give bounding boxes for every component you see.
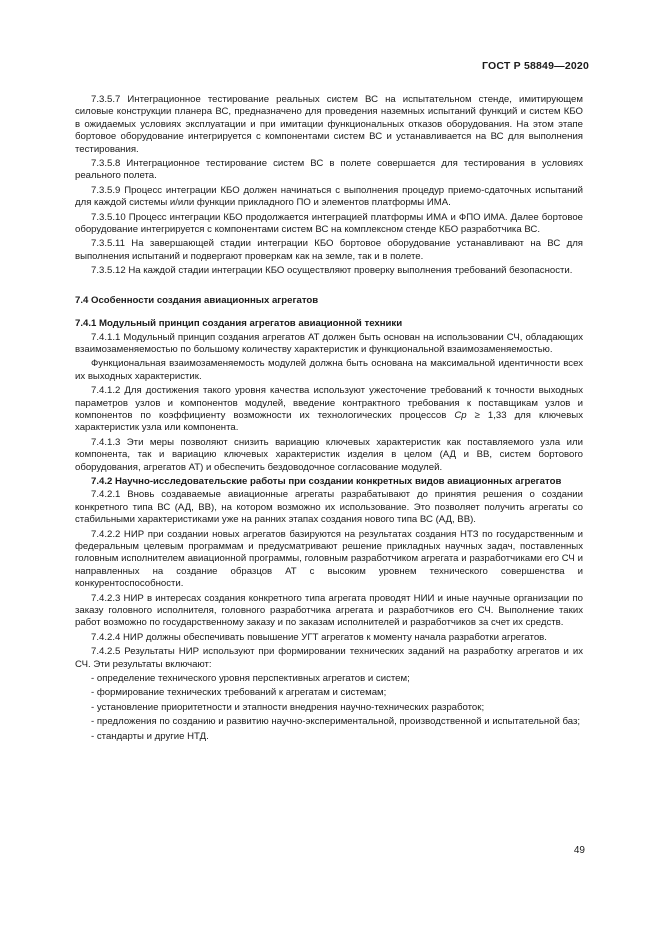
paragraph-7-3-5-7: 7.3.5.7 Интеграционное тестирование реальных систем ВС на испытательном стенде, имитирующем силовые конструкции планера ВС, предназначено для проведения наземных испытаний функций и систем КБО в ожидаемых условиях эксплуатации и при имитации функциональных отказов оборудования. На этом этапе бортовое оборудование интегрируется с компонентами систем ВС и устанавливается на ВС для выполнения тестирования. xyxy=(75,94,583,155)
paragraph-7-3-5-12: 7.3.5.12 На каждой стадии интеграции КБО осуществляют проверку выполнения требований безопасности. xyxy=(91,265,573,277)
paragraph-7-4-1-2-part-b: ≥ 1,33 для ключевых характеристик узла или компонента. xyxy=(75,409,583,434)
paragraph-7-3-5-9: 7.3.5.9 Процесс интеграции КБО должен начинаться с выполнения процедур приемо-сдаточных испытаний для каждой системы и/или функции прикладного ПО и элементов платформы ИМА. xyxy=(75,184,583,209)
document-body xyxy=(75,94,583,745)
document-id: ГОСТ Р 58849—2020 xyxy=(481,60,589,72)
list-item: - определение технического уровня перспективных агрегатов и систем; xyxy=(91,673,410,685)
section-heading-7-4: 7.4 Особенности создания авиационных агрегатов xyxy=(75,294,319,306)
paragraph-7-4-2-3: 7.4.2.3 НИР в интересах создания конкретного типа агрегата проводят НИИ и иные научные организации по заказу головного исполнителя, головного разработчика агрегата и разработчиков его СЧ. Выполнение таких работ возможно по государственному заказу и по заказам исполнителей и разработчиков за счет их средств. xyxy=(75,592,583,629)
paragraph-7-3-5-8: 7.3.5.8 Интеграционное тестирование систем ВС в полете совершается для тестирования в условиях реального полета. xyxy=(75,158,583,182)
paragraph-7-4-2-5: 7.4.2.5 Результаты НИР используют при формировании технических заданий на разработку агрегатов и их СЧ. Эти результаты включают: xyxy=(75,646,583,670)
page-number: 49 xyxy=(573,845,585,856)
paragraph-7-3-5-11: 7.3.5.11 На завершающей стадии интеграции КБО бортовое оборудование устанавливают на ВС для выполнения испытаний и подвергают проверкам как на земле, так и в полете. xyxy=(75,238,583,262)
list-item: - предложения по созданию и развитию научно-экспериментальной, производственной и испытательной баз; xyxy=(91,716,581,728)
paragraph-7-4-1-3: 7.4.1.3 Эти меры позволяют снизить вариацию ключевых характеристик как поставляемого узла или компонента, так и вариацию ключевых характеристик изделия в целом (АД и ВВ, систем бортового оборудования, агрегатов АТ) и обеспечить бездоводочное согласование модулей. xyxy=(75,436,583,473)
paragraph-7-4-1-1: 7.4.1.1 Модульный принцип создания агрегатов АТ должен быть основан на использовании СЧ, обладающих взаимозаменяемостью по большому количеству характеристик и функциональной взаимозаменяемостью. xyxy=(75,331,583,355)
paragraph-7-4-1-2-part-a: 7.4.1.2 Для достижения такого уровня качества используют ужесточение требований к точности выходных параметров узлов и компонентов модулей, введение контрактного требования к поставщикам узлов и компонентов по коэффициенту возможности их технологических процессов xyxy=(75,385,583,421)
list-item: - стандарты и другие НТД. xyxy=(91,730,209,742)
paragraph-7-3-5-10: 7.3.5.10 Процесс интеграции КБО продолжается интеграцией платформы ИМА и ФПО ИМА. Далее бортовое оборудование интегрируется с компонентами систем ВС на комплексном стенде КБО разработчика ВС. xyxy=(75,211,583,236)
subsection-heading-7-4-1: 7.4.1 Модульный принцип создания агрегатов авиационной техники xyxy=(75,318,403,330)
paragraph-7-4-1-2 xyxy=(75,385,583,435)
paragraph-7-4-2-2: 7.4.2.2 НИР при создании новых агрегатов базируются на результатах создания НТЗ по государственным и федеральным целевым программам и предусматривают решение прикладных научных задач, поставленных головным исполнителем авиационной программы, головным разработчиком агрегата и разработчиками его СЧ и направленных на создание образцов АТ с высоким уровнем технического совершенства и конкурентоспособности. xyxy=(75,528,583,590)
cp-symbol: Cp xyxy=(454,409,467,421)
paragraph-functional-interchangeability: Функциональная взаимозаменяемость модулей должна быть основана на максимальной идентичности всех их выходных характеристик. xyxy=(75,358,583,382)
list-item: - установление приоритетности и этапности внедрения научно-технических разработок; xyxy=(91,701,485,713)
subsection-heading-7-4-2: 7.4.2 Научно-исследовательские работы при создании конкретных видов авиационных агрегатов xyxy=(91,475,562,487)
paragraph-7-4-2-1: 7.4.2.1 Вновь создаваемые авиационные агрегаты разрабатывают до принятия решения о создании конкретного типа ВС (АД, ВВ), на котором возможно их использование. Это позволяет получить агрегаты со стабильными характеристиками уже на ранних этапах создания нового типа ВС (АД, ВВ). xyxy=(75,489,583,526)
list-item: - формирование технических требований к агрегатам и системам; xyxy=(91,687,387,699)
paragraph-7-4-2-4: 7.4.2.4 НИР должны обеспечивать повышение УГТ агрегатов к моменту начала разработки агрегатов. xyxy=(91,631,547,643)
